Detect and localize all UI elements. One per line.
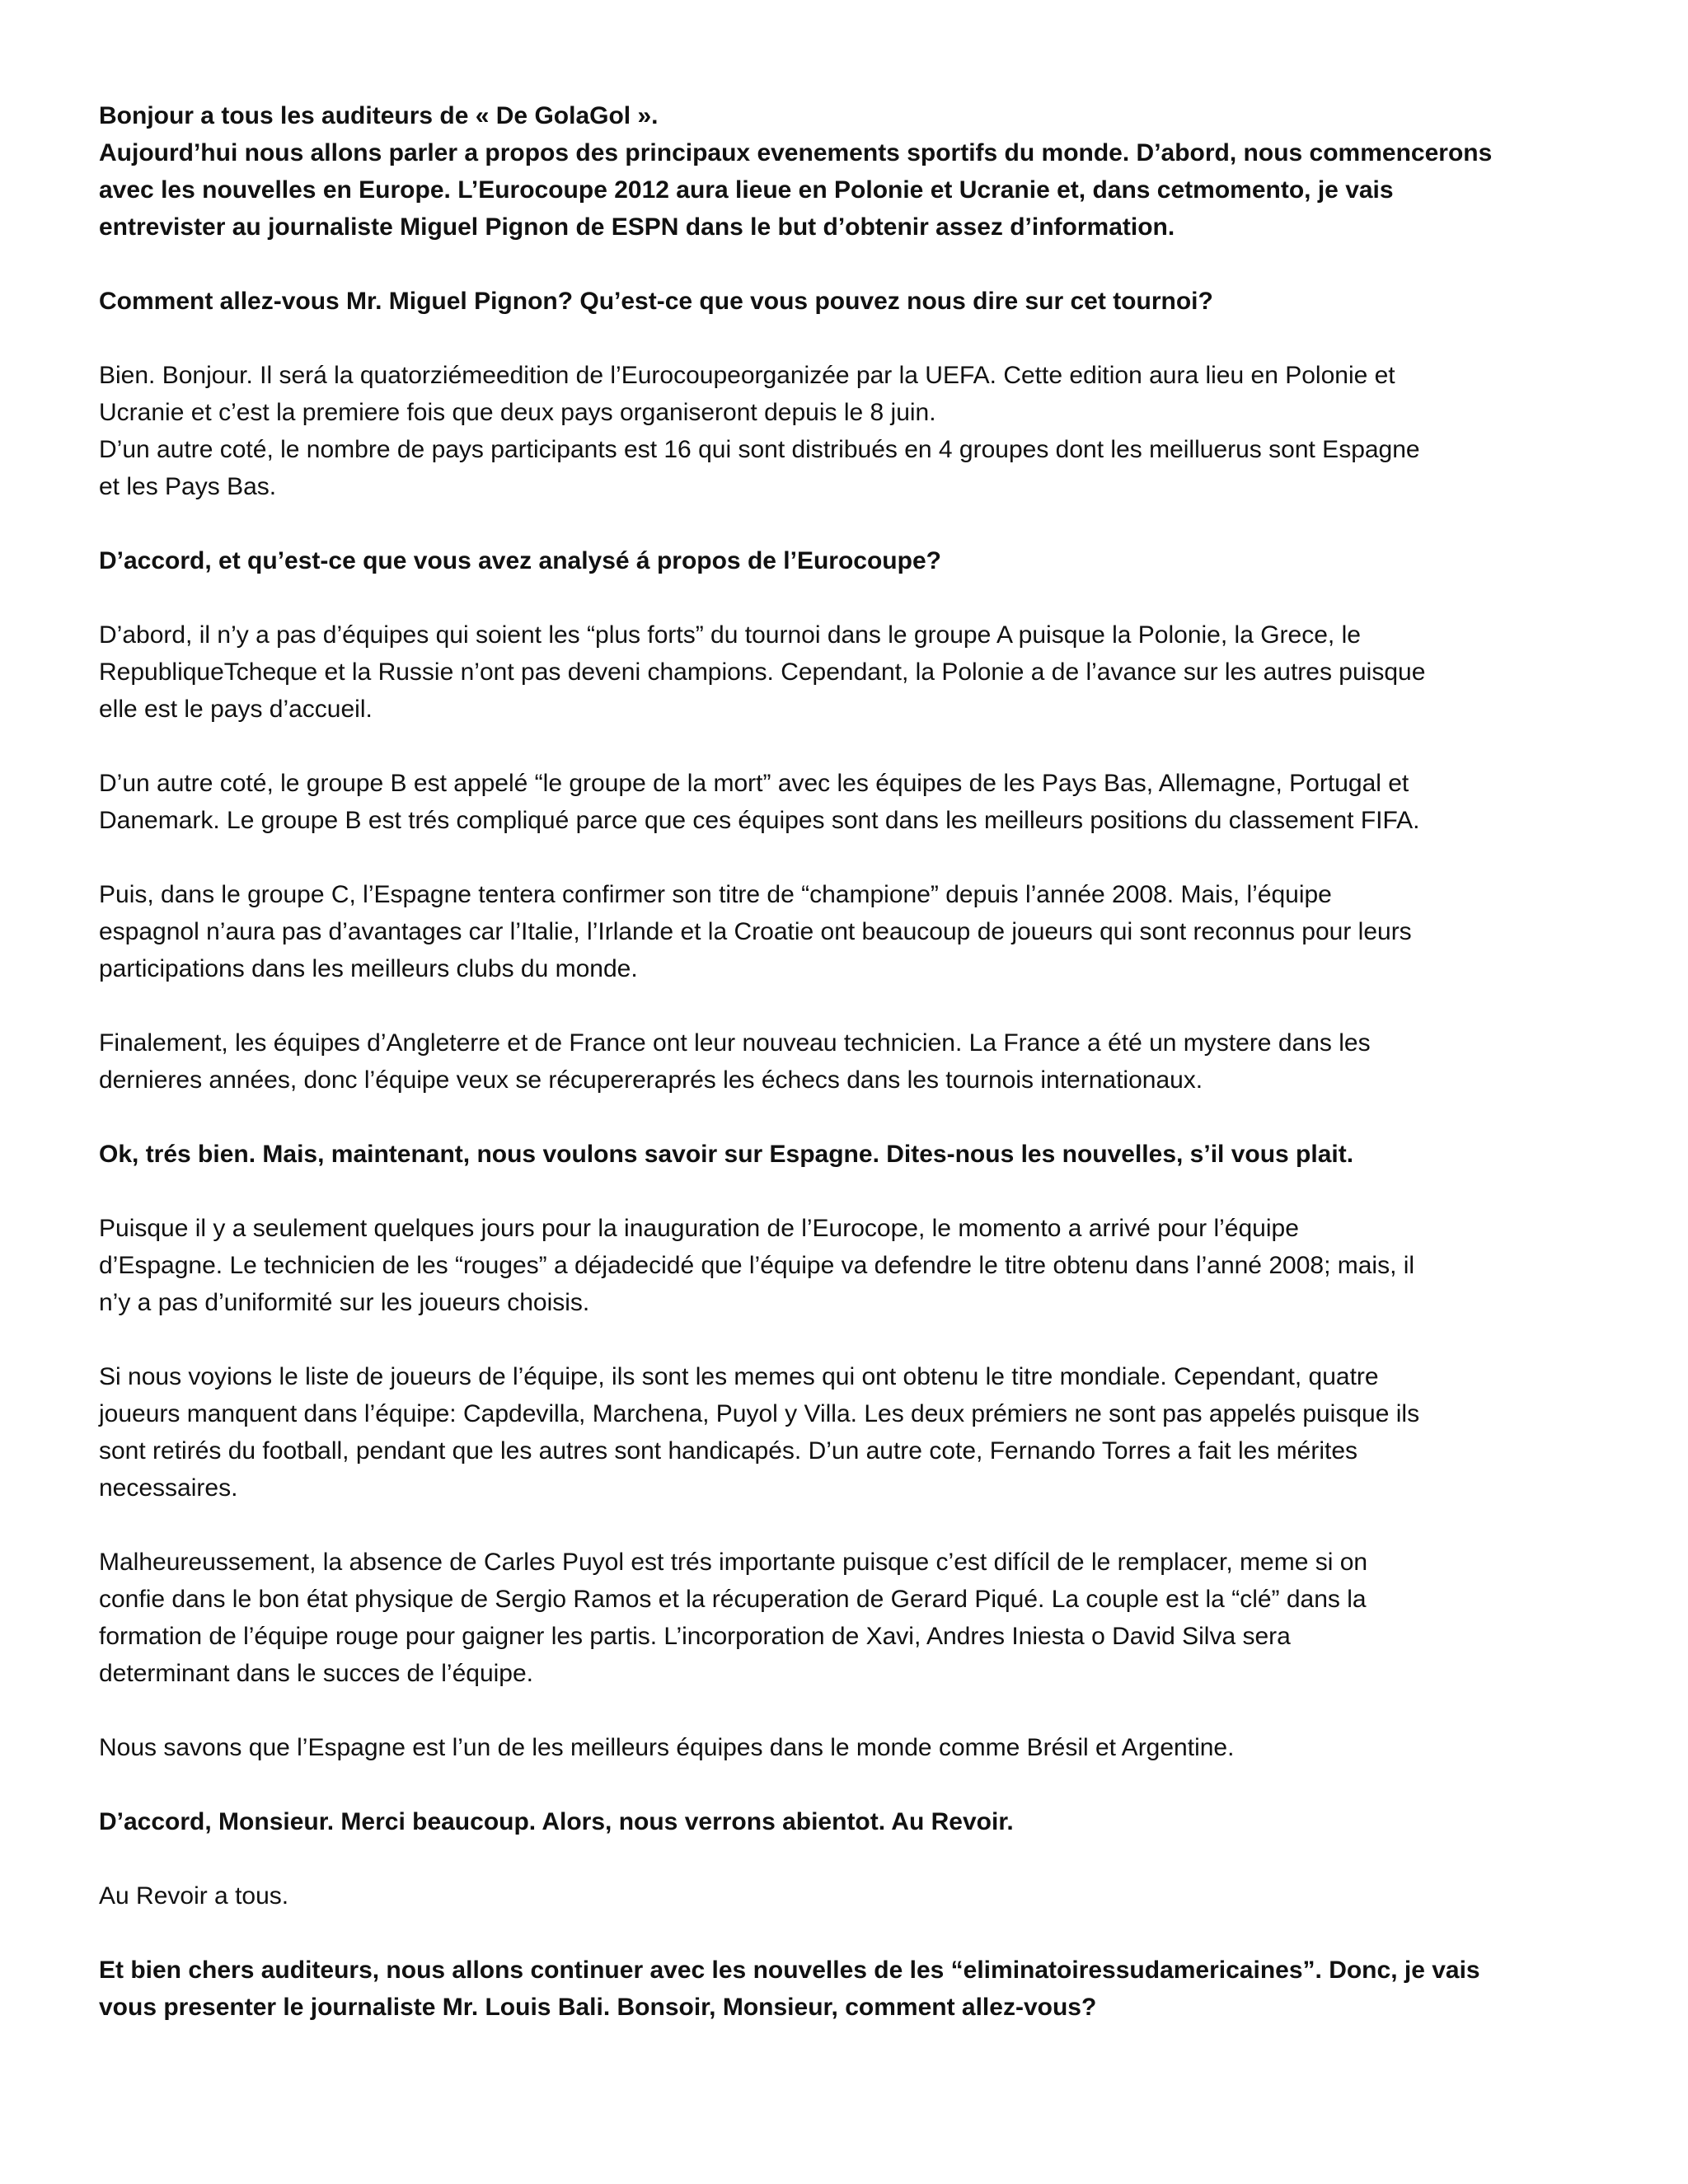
text-line: Malheureussement, la absence de Carles Puyol est trés importante puisque c’est difícil de le remplacer, meme si on <box>99 1549 1368 1576</box>
text-line: d’Espagne. Le technicien de les “rouges” a déjadecidé que l’équipe va defendre le titre obtenu dans l’anné 2008; mais, il <box>99 1252 1415 1279</box>
text-line: D’accord, et qu’est-ce que vous avez analysé á propos de l’Eurocoupe? <box>99 547 941 574</box>
text-line: necessaires. <box>99 1474 238 1502</box>
text-line: Bonjour a tous les auditeurs de « De GolaGol ». <box>99 102 659 129</box>
text-line: determinant dans le succes de l’équipe. <box>99 1660 533 1687</box>
text-line: RepubliqueTcheque et la Russie n’ont pas deveni champions. Cependant, la Polonie a de l’avance sur les autres puisque <box>99 658 1426 686</box>
text-line: Finalement, les équipes d’Angleterre et de France ont leur nouveau technicien. La France a été un mystere dans les <box>99 1029 1371 1057</box>
text-line: vous presenter le journaliste Mr. Louis Bali. Bonsoir, Monsieur, comment allez-vous? <box>99 1994 1097 2021</box>
answer-paragraph <box>99 1877 1599 1915</box>
interviewer-paragraph <box>99 1952 1599 2026</box>
text-line: D’un autre coté, le nombre de pays participants est 16 qui sont distribués en 4 groupes dont les meilluerus sont Espagne <box>99 436 1420 463</box>
interviewer-paragraph <box>99 134 1599 246</box>
text-line: formation de l’équipe rouge pour gaigner les partis. L’incorporation de Xavi, Andres Iniesta o David Silva sera <box>99 1623 1291 1650</box>
text-line: D’abord, il n’y a pas d’équipes qui soient les “plus forts” du tournoi dans le groupe A puisque la Polonie, la Grece, le <box>99 621 1361 649</box>
text-line: n’y a pas d’uniformité sur les joueurs choisis. <box>99 1289 590 1316</box>
text-line: participations dans les meilleurs clubs du monde. <box>99 955 638 982</box>
text-line: Danemark. Le groupe B est trés compliqué parce que ces équipes sont dans les meilleurs positions du classement FIFA. <box>99 807 1420 834</box>
answer-paragraph <box>99 357 1599 505</box>
text-line: D’accord, Monsieur. Merci beaucoup. Alors, nous verrons abientot. Au Revoir. <box>99 1808 1014 1835</box>
text-line: Puisque il y a seulement quelques jours pour la inauguration de l’Eurocope, le momento a arrivé pour l’équipe <box>99 1215 1299 1242</box>
answer-paragraph <box>99 1729 1599 1766</box>
text-line: Nous savons que l’Espagne est l’un de les meilleurs équipes dans le monde comme Brésil et Argentine. <box>99 1734 1235 1761</box>
text-line: entrevister au journaliste Miguel Pignon de ESPN dans le but d’obtenir assez d’information. <box>99 213 1175 241</box>
answer-paragraph <box>99 876 1599 987</box>
text-line: Au Revoir a tous. <box>99 1882 289 1910</box>
text-line: D’un autre coté, le groupe B est appelé “le groupe de la mort” avec les équipes de les Pays Bas, Allemagne, Portugal et <box>99 770 1409 797</box>
interviewer-paragraph <box>99 542 1599 579</box>
text-line: et les Pays Bas. <box>99 473 277 500</box>
text-line: Et bien chers auditeurs, nous allons continuer avec les nouvelles de les “eliminatoiressudamericaines”. Donc, je vais <box>99 1957 1480 1984</box>
text-line: sont retirés du football, pendant que les autres sont handicapés. D’un autre cote, Fernando Torres a fait les mérites <box>99 1437 1357 1465</box>
text-line: Bien. Bonjour. Il será la quatorziémeedition de l’Eurocoupeorganizée par la UEFA. Cette edition aura lieu en Polonie et <box>99 362 1395 389</box>
answer-paragraph <box>99 616 1599 728</box>
answer-paragraph <box>99 765 1599 839</box>
text-line: joueurs manquent dans l’équipe: Capdevilla, Marchena, Puyol y Villa. Les deux prémiers ne sont pas appelés puisque ils <box>99 1400 1420 1427</box>
answer-paragraph <box>99 1024 1599 1099</box>
text-line: avec les nouvelles en Europe. L’Eurocoupe 2012 aura lieue en Polonie et Ucranie et, dans cetmomento, je vais <box>99 176 1394 204</box>
text-line: dernieres années, donc l’équipe veux se récupereraprés les échecs dans les tournois internationaux. <box>99 1066 1203 1094</box>
text-line: espagnol n’aura pas d’avantages car l’Italie, l’Irlande et la Croatie ont beaucoup de joueurs qui sont reconnus pour leurs <box>99 918 1412 945</box>
text-line: Ok, trés bien. Mais, maintenant, nous voulons savoir sur Espagne. Dites-nous les nouvelles, s’il vous plait. <box>99 1141 1354 1168</box>
text-line: Comment allez-vous Mr. Miguel Pignon? Qu’est-ce que vous pouvez nous dire sur cet tournoi? <box>99 288 1213 315</box>
interviewer-paragraph <box>99 283 1599 320</box>
text-line: Ucranie et c’est la premiere fois que deux pays organiseront depuis le 8 juin. <box>99 399 936 426</box>
interviewer-paragraph <box>99 1803 1599 1840</box>
answer-paragraph <box>99 1544 1599 1692</box>
interviewer-paragraph <box>99 1136 1599 1173</box>
interviewer-paragraph <box>99 97 1599 134</box>
answer-paragraph <box>99 1358 1599 1507</box>
text-line: elle est le pays d’accueil. <box>99 696 373 723</box>
answer-paragraph <box>99 1210 1599 1321</box>
text-line: confie dans le bon état physique de Sergio Ramos et la récuperation de Gerard Piqué. La couple est la “clé” dans la <box>99 1586 1367 1613</box>
text-line: Puis, dans le groupe C, l’Espagne tentera confirmer son titre de “champione” depuis l’année 2008. Mais, l’équipe <box>99 881 1332 908</box>
text-line: Si nous voyions le liste de joueurs de l’équipe, ils sont les memes qui ont obtenu le titre mondiale. Cependant, quatre <box>99 1363 1379 1390</box>
document-page <box>99 97 1599 2063</box>
text-line: Aujourd’hui nous allons parler a propos des principaux evenements sportifs du monde. D’abord, nous commencerons <box>99 139 1493 166</box>
